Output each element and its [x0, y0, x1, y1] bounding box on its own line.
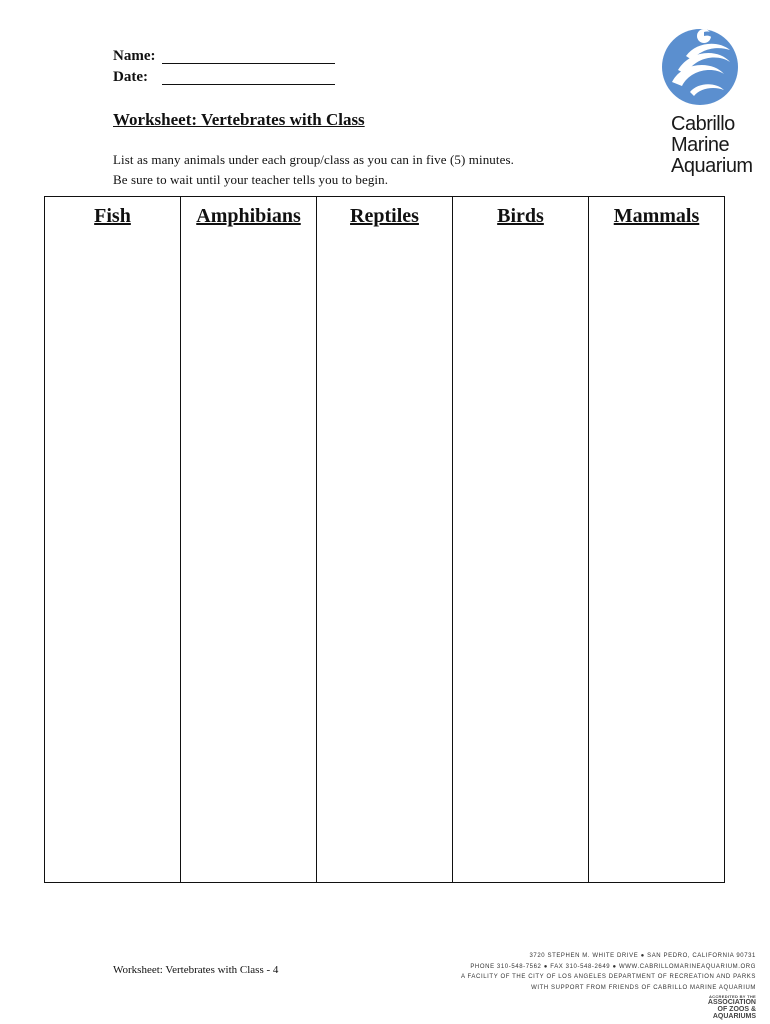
logo-line-1: Cabrillo [671, 113, 735, 135]
aza-line-2: OF ZOOS & [717, 1006, 756, 1013]
column-amphibians[interactable] [181, 197, 317, 882]
date-label: Date: [113, 69, 148, 85]
aza-line-3: AQUARIUMS [712, 1013, 756, 1020]
date-blank-line[interactable] [162, 84, 335, 85]
column-fish[interactable] [45, 197, 181, 882]
column-header-reptiles: Reptiles [350, 205, 419, 227]
footer-page-label: Worksheet: Vertebrates with Class - 4 [113, 964, 279, 976]
aza-accredited-text: ACCREDITED BY THE [708, 994, 756, 999]
name-field [113, 48, 155, 65]
column-mammals[interactable] [589, 197, 724, 882]
aza-accreditation-logo [708, 994, 756, 1020]
name-label: Name: [113, 48, 156, 64]
column-header-fish: Fish [94, 205, 131, 227]
instruction-line-1: List as many animals under each group/class as you can in five (5) minutes. [113, 152, 515, 167]
column-birds[interactable] [453, 197, 589, 882]
column-header-mammals: Mammals [613, 205, 700, 227]
logo-line-3: Aquarium [671, 155, 753, 177]
column-header-amphibians: Amphibians [196, 205, 301, 227]
vertebrate-class-table [44, 196, 725, 883]
instruction-line-2: Be sure to wait until your teacher tells you to begin. [113, 172, 389, 187]
column-header-birds: Birds [497, 205, 544, 227]
footer-facility: A FACILITY OF THE CITY OF LOS ANGELES DEPARTMENT OF RECREATION AND PARKS [460, 974, 756, 980]
footer-phone: PHONE 310-548-7562 ● FAX 310-548-2649 ● WWW.CABRILLOMARINEAQUARIUM.ORG [470, 963, 756, 970]
footer-contact-block [461, 951, 756, 993]
worksheet-title: Worksheet: Vertebrates with Class [113, 110, 365, 129]
logo-line-2: Marine [671, 134, 730, 156]
footer-support: WITH SUPPORT FROM FRIENDS OF CABRILLO MARINE AQUARIUM [531, 984, 756, 991]
logo-wordmark [671, 114, 753, 177]
column-reptiles[interactable] [317, 197, 453, 882]
footer-address: 3720 STEPHEN M. WHITE DRIVE ● SAN PEDRO, CALIFORNIA 90731 [529, 953, 756, 959]
date-field [113, 69, 148, 86]
name-blank-line[interactable] [162, 63, 335, 64]
aza-line-1: ASSOCIATION [707, 999, 756, 1006]
